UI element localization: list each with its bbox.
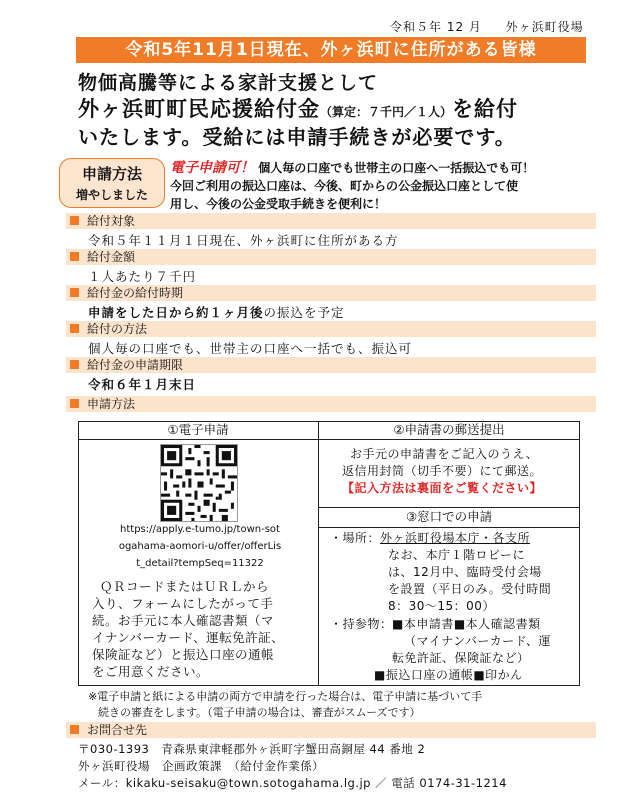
bring-text-line: （マイナンバーカード、運 [404, 634, 552, 648]
window-place-details [388, 547, 551, 615]
contact-department: 外ヶ浜町役場 企画政策課 （給付金作業係） [78, 759, 325, 773]
footnote [88, 689, 482, 721]
section-bullet-icon [70, 399, 79, 408]
electronic-instructions [92, 578, 284, 680]
place-value: 外ヶ浜町役場本庁・各支所 [380, 531, 531, 545]
lead-line-2 [78, 93, 518, 123]
section-bullet-icon [70, 288, 79, 297]
how-value: 個人毎の口座でも、世帯主の口座へ一括でも、振込可 [88, 341, 413, 356]
section-timing [66, 285, 596, 301]
section-bullet-icon [70, 216, 79, 225]
footnote-line: ※電子申請と紙による申請の両方で申請を行った場合は、電子申請に基づいて手 [88, 690, 483, 703]
section-how [66, 321, 596, 337]
section-deadline [66, 357, 596, 373]
bring-text-line: 転免許証、保険証など） [392, 651, 530, 665]
place-text-line: は、12月中、臨時受付会場 [388, 565, 542, 579]
footnote-line: 続きの審査をします。（電子申請の場合は、審査がスムーズです） [98, 706, 421, 719]
amount-value: １人あたり７千円 [88, 269, 197, 284]
qr-code-icon[interactable] [160, 444, 238, 522]
electronic-text-line: 続。お手元に本人確認書類（マ [92, 613, 275, 628]
section-amount [66, 249, 596, 265]
promo-text-1: 個人毎の口座でも世帯主の口座へ一括振込でも可！ [258, 161, 535, 175]
contact-mail-phone[interactable]: メール：kikaku-seisaku@town.sotogahama.lg.jp ／ 電話 0174-31-1214 [78, 776, 507, 790]
section-bullet-icon [70, 725, 79, 734]
issuer-name: 外ヶ浜町役場 [505, 20, 584, 34]
method-badge-title: 申請方法 [81, 165, 142, 183]
table-divider [318, 421, 319, 686]
electronic-text-line: をご用意ください。 [92, 664, 210, 679]
col-electronic-header: ①電子申請 [167, 422, 229, 437]
section-target-label: 給付対象 [87, 214, 136, 228]
place-text-line: なお、本庁１階ロビーに [388, 548, 526, 562]
timing-value [88, 303, 345, 321]
place-text-line: 8：30～15：00） [388, 599, 495, 613]
bring-items [374, 616, 552, 684]
contact-address: 〒030-1393 青森県東津軽郡外ヶ浜町字蟹田高銅屋 44 番地 2 [78, 742, 426, 756]
section-deadline-label: 給付金の申請期限 [87, 358, 184, 372]
table-divider [318, 527, 580, 528]
benefit-amount-note: （算定：７千円／１人） [320, 105, 453, 119]
promo-highlight: 電子申請可！ [170, 160, 254, 176]
window-place [330, 530, 530, 547]
target-value: 令和５年１１月１日現在、外ヶ浜町に住所がある方 [88, 233, 399, 248]
timing-value-rest: の振込を予定 [263, 305, 345, 320]
section-how-label: 給付の方法 [87, 322, 148, 336]
benefit-name: 外ヶ浜町町民応援給付金 [78, 97, 320, 121]
lead-line-3: いたします。受給には申請手続きが必要です。 [78, 125, 516, 149]
promo-line-1 [170, 157, 534, 177]
mail-note: 【記入方法は裏面をご覧ください】 [342, 481, 543, 495]
window-header: ③窓口での申請 [405, 509, 493, 524]
section-target [66, 213, 596, 229]
mail-text-line: 返信用封筒（切手不要）にて郵送。 [342, 464, 543, 478]
col-mail-header: ②申請書の郵送提出 [393, 422, 505, 437]
section-apply [66, 396, 596, 412]
section-amount-label: 給付金額 [87, 250, 136, 264]
application-url-line[interactable]: t_detail?tempSeq=11322 [136, 558, 264, 569]
promo-line-2: 今回ご利用の振込口座は、今後、町からの公金振込口座として使 [170, 179, 519, 193]
place-text-line: を設置（平日のみ。受付時間 [388, 582, 552, 596]
bring-label: ・持参物： [330, 617, 393, 631]
timing-value-emphasis: 申請をした日から約１ヶ月後 [88, 305, 264, 320]
bring-text-line: ■振込口座の通帳■印かん [374, 668, 523, 682]
section-bullet-icon [70, 252, 79, 261]
mail-instructions [342, 446, 542, 497]
electronic-text-line: 保険証など）と振込口座の通帳 [92, 647, 275, 662]
application-url-line[interactable]: ogahama-aomori-u/offer/offerLis [118, 541, 282, 552]
section-contact [66, 722, 596, 738]
mail-text-line: お手元の申請書をご記入のうえ、 [350, 447, 539, 461]
table-divider [78, 439, 580, 440]
electronic-text-line: イナンバーカード、運転免許証、 [92, 630, 285, 645]
lead-line-2-end: を給付 [452, 97, 519, 121]
contact-label: お問合せ先 [87, 723, 148, 737]
bring-text-line: ■本申請書■本人確認書類 [392, 617, 541, 631]
promo-line-3: 用し、今後の公金受取手続きを便利に！ [170, 197, 387, 211]
section-apply-label: 申請方法 [87, 397, 136, 411]
electronic-text-line: ＱＲコードまたはＵＲＬから [100, 579, 270, 594]
headline-banner: 令和5年11月1日現在、外ヶ浜町に住所がある皆様 [76, 37, 586, 63]
document-header [390, 18, 584, 35]
electronic-text-line: 入り、フォームにしたがって手 [92, 596, 274, 611]
deadline-value: 令和６年１月末日 [88, 377, 197, 392]
section-bullet-icon [70, 360, 79, 369]
method-badge-subtitle: 増やしました [75, 188, 148, 202]
issue-date: 令和５年 12 月 [390, 20, 482, 34]
lead-line-1: 物価高騰等による家計支援として [78, 72, 379, 94]
method-badge [59, 158, 165, 208]
section-timing-label: 給付金の給付時期 [87, 286, 184, 300]
section-bullet-icon [70, 324, 79, 333]
application-url-line[interactable]: https://apply.e-tumo.jp/town-sot [120, 524, 280, 535]
place-label: ・場所： [330, 531, 381, 545]
